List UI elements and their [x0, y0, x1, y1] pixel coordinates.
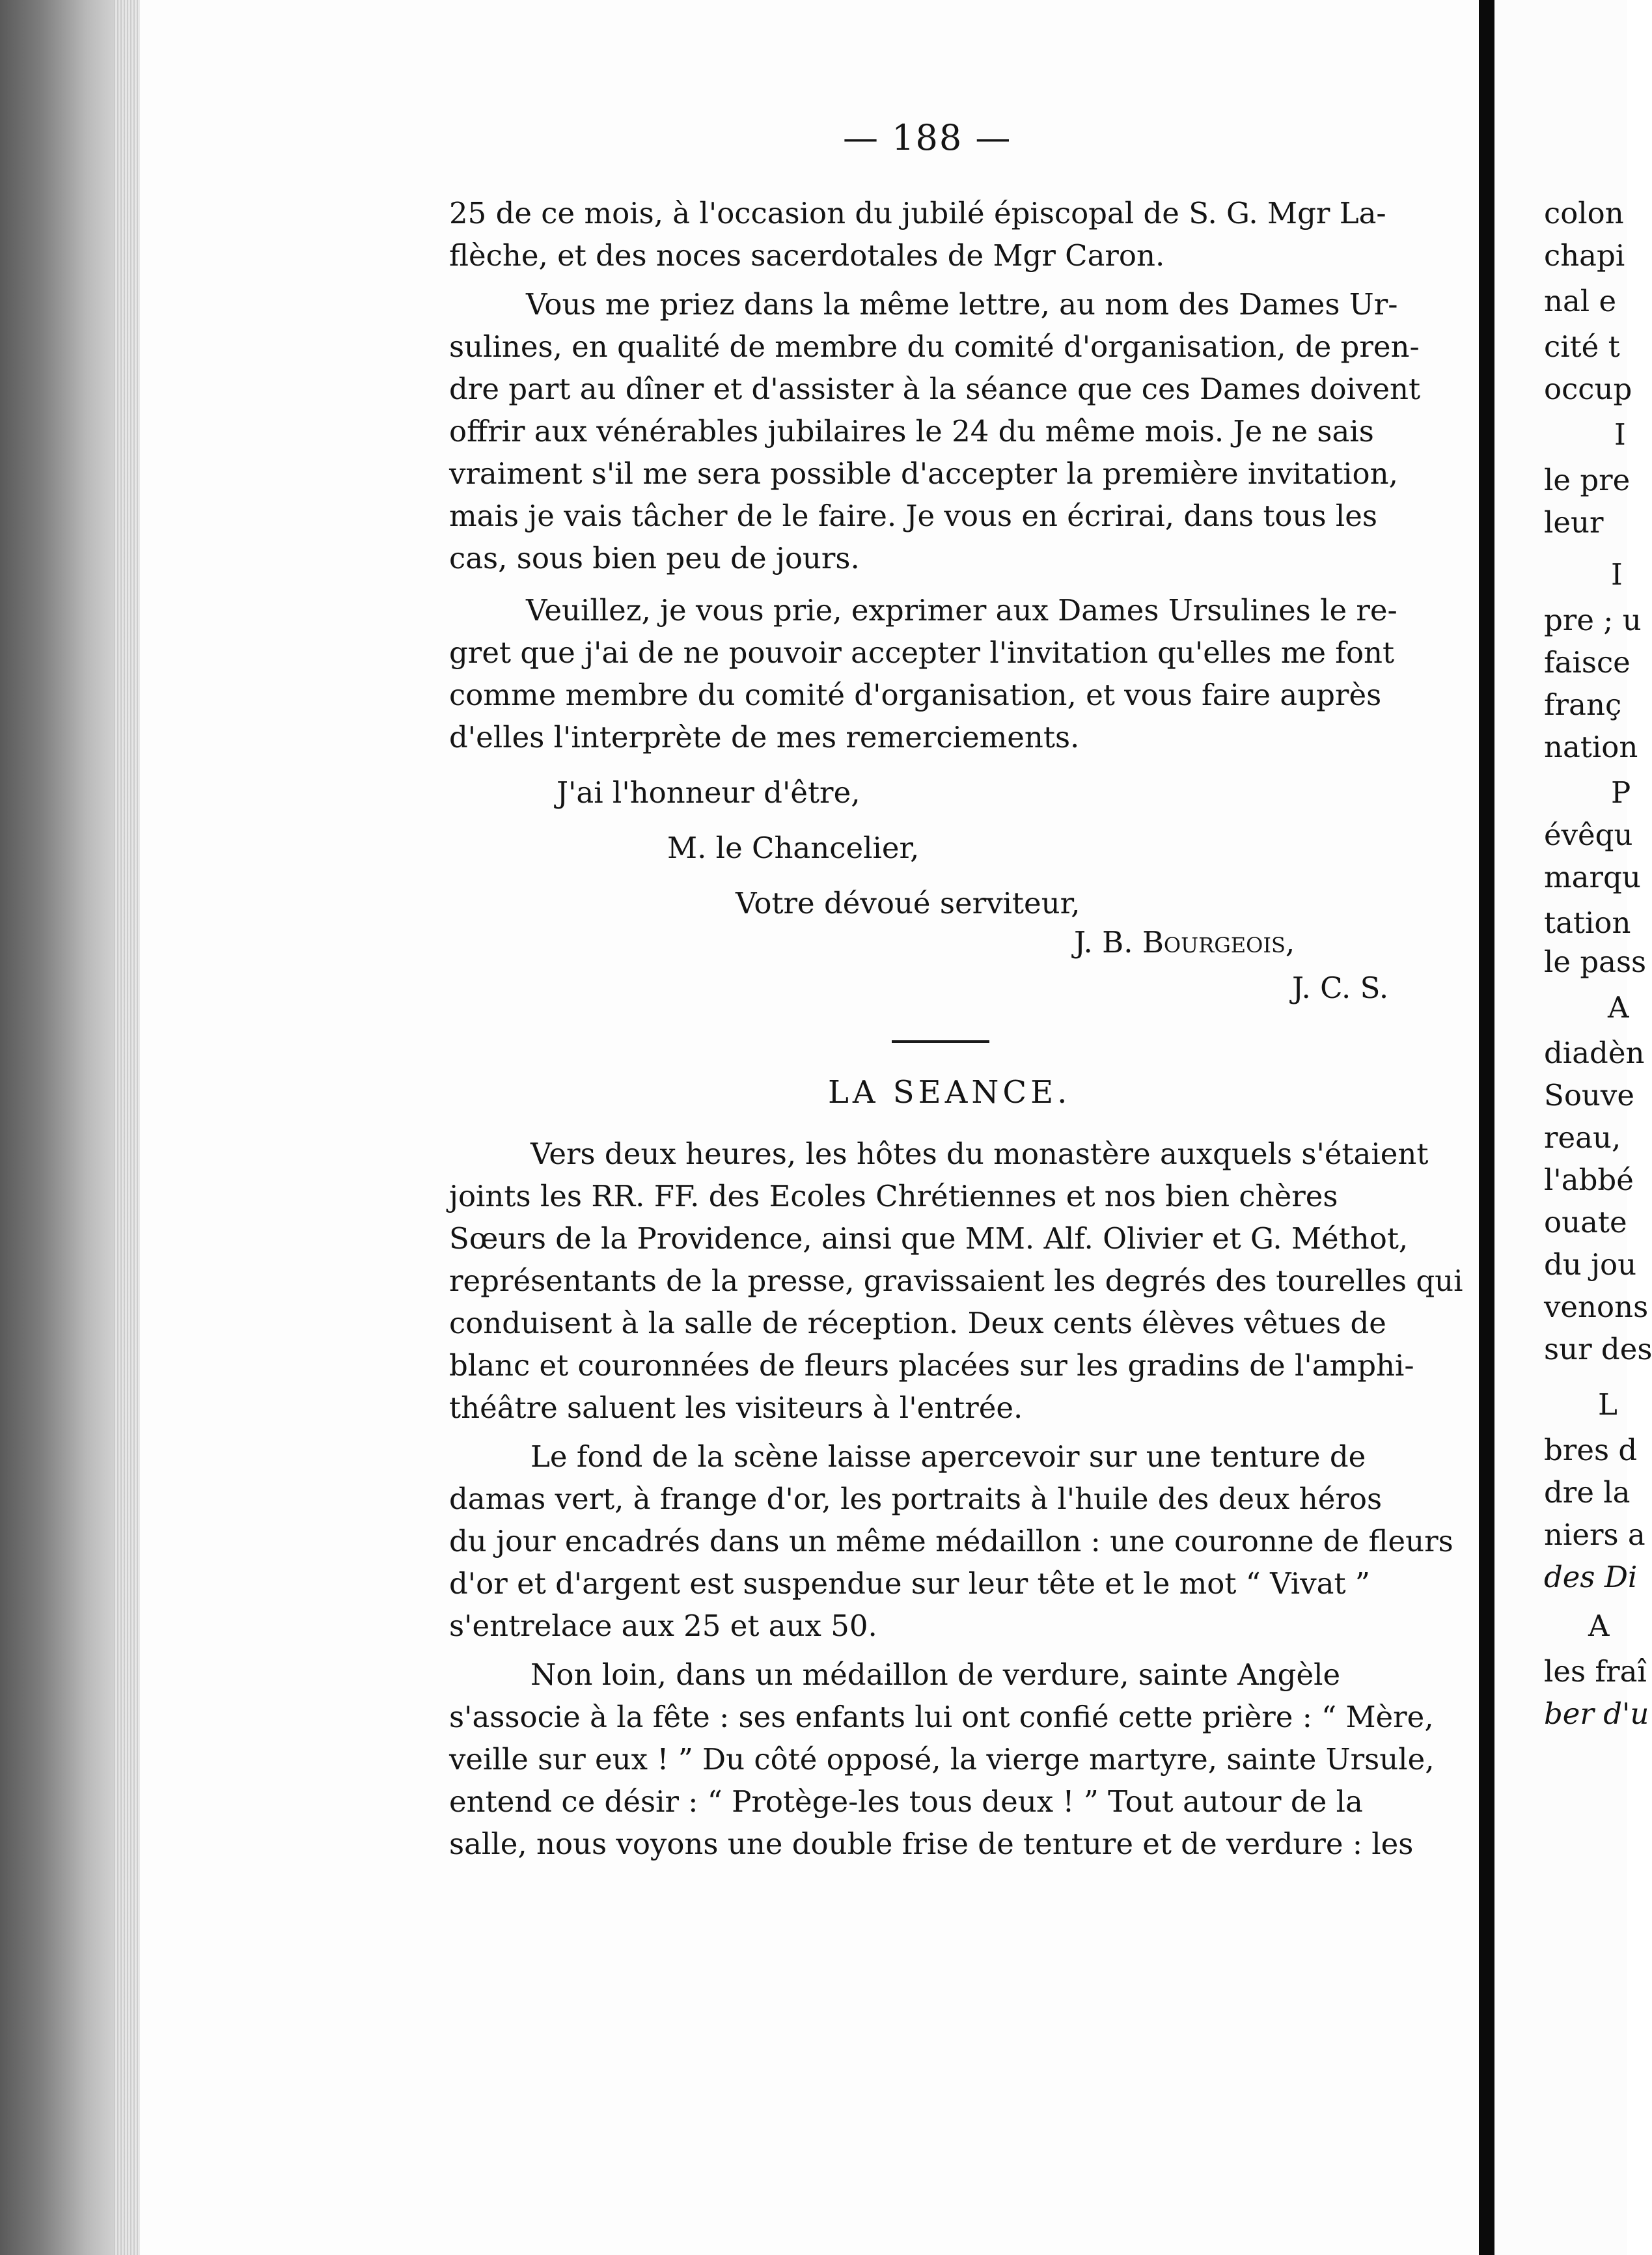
next-page-fragment: franç [1544, 687, 1622, 722]
next-page-fragment: A [1588, 1609, 1610, 1643]
body-line: cas, sous bien peu de jours. [449, 541, 860, 575]
next-page-fragment: occup [1544, 372, 1632, 406]
next-page-fragment: l'abbé [1544, 1163, 1634, 1197]
signature-suffix: J. C. S. [1292, 971, 1389, 1005]
signature-initials: J. B. [1074, 925, 1142, 960]
section-line: Le fond de la scène laisse apercevoir sur une tenture de [530, 1439, 1366, 1474]
next-page-fragment: I [1614, 417, 1626, 452]
body-line: offrir aux vénérables jubilaires le 24 du même mois. Je ne sais [449, 414, 1374, 449]
next-page-fragment: nation [1544, 730, 1638, 764]
body-line: Vous me priez dans la même lettre, au nom des Dames Ur- [526, 287, 1398, 322]
section-line: représentants de la presse, gravissaient les degrés des tourelles qui [449, 1264, 1463, 1298]
next-page-fragment: le pass [1544, 945, 1647, 979]
next-page-fragment: ouate [1544, 1205, 1627, 1239]
next-page-fragment: L [1598, 1387, 1618, 1422]
section-line: d'or et d'argent est suspendue sur leur tête et le mot “ Vivat ” [449, 1566, 1370, 1601]
section-line: salle, nous voyons une double frise de tenture et de verdure : les [449, 1827, 1414, 1861]
section-line: entend ce désir : “ Protège-les tous deux ! ” Tout autour de la [449, 1784, 1363, 1819]
body-line: flèche, et des noces sacerdotales de Mgr Caron. [449, 238, 1165, 273]
closing-line: M. le Chancelier, [667, 831, 920, 865]
body-line: gret que j'ai de ne pouvoir accepter l'invitation qu'elles me font [449, 635, 1395, 670]
next-page-fragment: évêqu [1544, 818, 1633, 852]
section-title: LA SEANCE. [828, 1074, 1071, 1111]
signature [1074, 925, 1295, 960]
closing-line: Votre dévoué serviteur, [736, 886, 1081, 920]
section-line: s'associe à la fête : ses enfants lui ont confié cette prière : “ Mère, [449, 1700, 1434, 1734]
next-page-fragment: P [1611, 775, 1631, 810]
body-line: 25 de ce mois, à l'occasion du jubilé épiscopal de S. G. Mgr La- [449, 196, 1386, 230]
section-line: du jour encadrés dans un même médaillon : une couronne de fleurs [449, 1524, 1453, 1558]
body-line: Veuillez, je vous prie, exprimer aux Dames Ursulines le re- [526, 593, 1397, 628]
next-page-fragment: chapi [1544, 238, 1625, 273]
closing-line: J'ai l'honneur d'être, [557, 775, 860, 810]
signature-name: Bourgeois, [1142, 925, 1295, 960]
section-line: Vers deux heures, les hôtes du monastère auxquels s'étaient [530, 1137, 1429, 1171]
body-line: mais je vais tâcher de le faire. Je vous en écrirai, dans tous les [449, 499, 1378, 533]
next-page-fragment: marqu [1544, 860, 1641, 894]
next-page-fragment: sur des [1544, 1332, 1652, 1366]
next-page-fragment: nal e [1544, 284, 1617, 318]
page-gutter [1479, 0, 1494, 2255]
next-page-fragment: le pre [1544, 463, 1631, 497]
next-page-fragment: diadèn [1544, 1036, 1645, 1070]
section-line: joints les RR. FF. des Ecoles Chrétiennes et nos bien chères [449, 1179, 1338, 1213]
next-page-fragment: venons [1544, 1290, 1649, 1324]
book-binding-edge [0, 0, 140, 2255]
body-line: sulines, en qualité de membre du comité d'organisation, de pren- [449, 329, 1420, 364]
section-line: damas vert, à frange d'or, les portraits à l'huile des deux héros [449, 1482, 1383, 1516]
section-divider [892, 1040, 989, 1043]
section-line: blanc et couronnées de fleurs placées sur les gradins de l'amphi- [449, 1348, 1414, 1383]
next-page-fragment: ber d'u [1544, 1696, 1649, 1731]
page-number: — 188 — [843, 117, 1012, 158]
next-page-fragment: I [1611, 557, 1623, 592]
next-page-fragment: tation [1544, 906, 1631, 940]
next-page-fragment: Souve [1544, 1078, 1634, 1113]
next-page-fragment: colon [1544, 196, 1624, 230]
next-page-fragment: reau, [1544, 1120, 1621, 1155]
next-page-fragment: bres d [1544, 1433, 1638, 1467]
section-line: s'entrelace aux 25 et aux 50. [449, 1609, 877, 1643]
section-line: Sœurs de la Providence, ainsi que MM. Alf. Olivier et G. Méthot, [449, 1221, 1409, 1256]
next-page-fragment: cité t [1544, 329, 1620, 364]
section-line: conduisent à la salle de réception. Deux cents élèves vêtues de [449, 1306, 1386, 1340]
body-line: dre part au dîner et d'assister à la séance que ces Dames doivent [449, 372, 1421, 406]
section-line: théâtre saluent les visiteurs à l'entrée. [449, 1390, 1023, 1425]
next-page-fragment: du jou [1544, 1247, 1637, 1282]
next-page-fragment: niers a [1544, 1517, 1645, 1552]
next-page-fragment: pre ; u [1544, 603, 1642, 637]
next-page-fragment: dre la [1544, 1475, 1631, 1510]
section-line: Non loin, dans un médaillon de verdure, sainte Angèle [530, 1657, 1341, 1692]
body-line: vraiment s'il me sera possible d'accepter la première invitation, [449, 456, 1398, 491]
body-line: comme membre du comité d'organisation, et vous faire auprès [449, 678, 1382, 712]
next-page-fragment: les fraî [1544, 1654, 1647, 1689]
body-line: d'elles l'interprète de mes remerciements. [449, 720, 1080, 754]
next-page-fragment: faisce [1544, 645, 1631, 680]
next-page-fragment: A [1608, 990, 1629, 1025]
next-page-fragment: des Di [1544, 1560, 1638, 1594]
next-page-fragment: leur [1544, 505, 1604, 540]
section-line: veille sur eux ! ” Du côté opposé, la vierge martyre, sainte Ursule, [449, 1742, 1435, 1777]
